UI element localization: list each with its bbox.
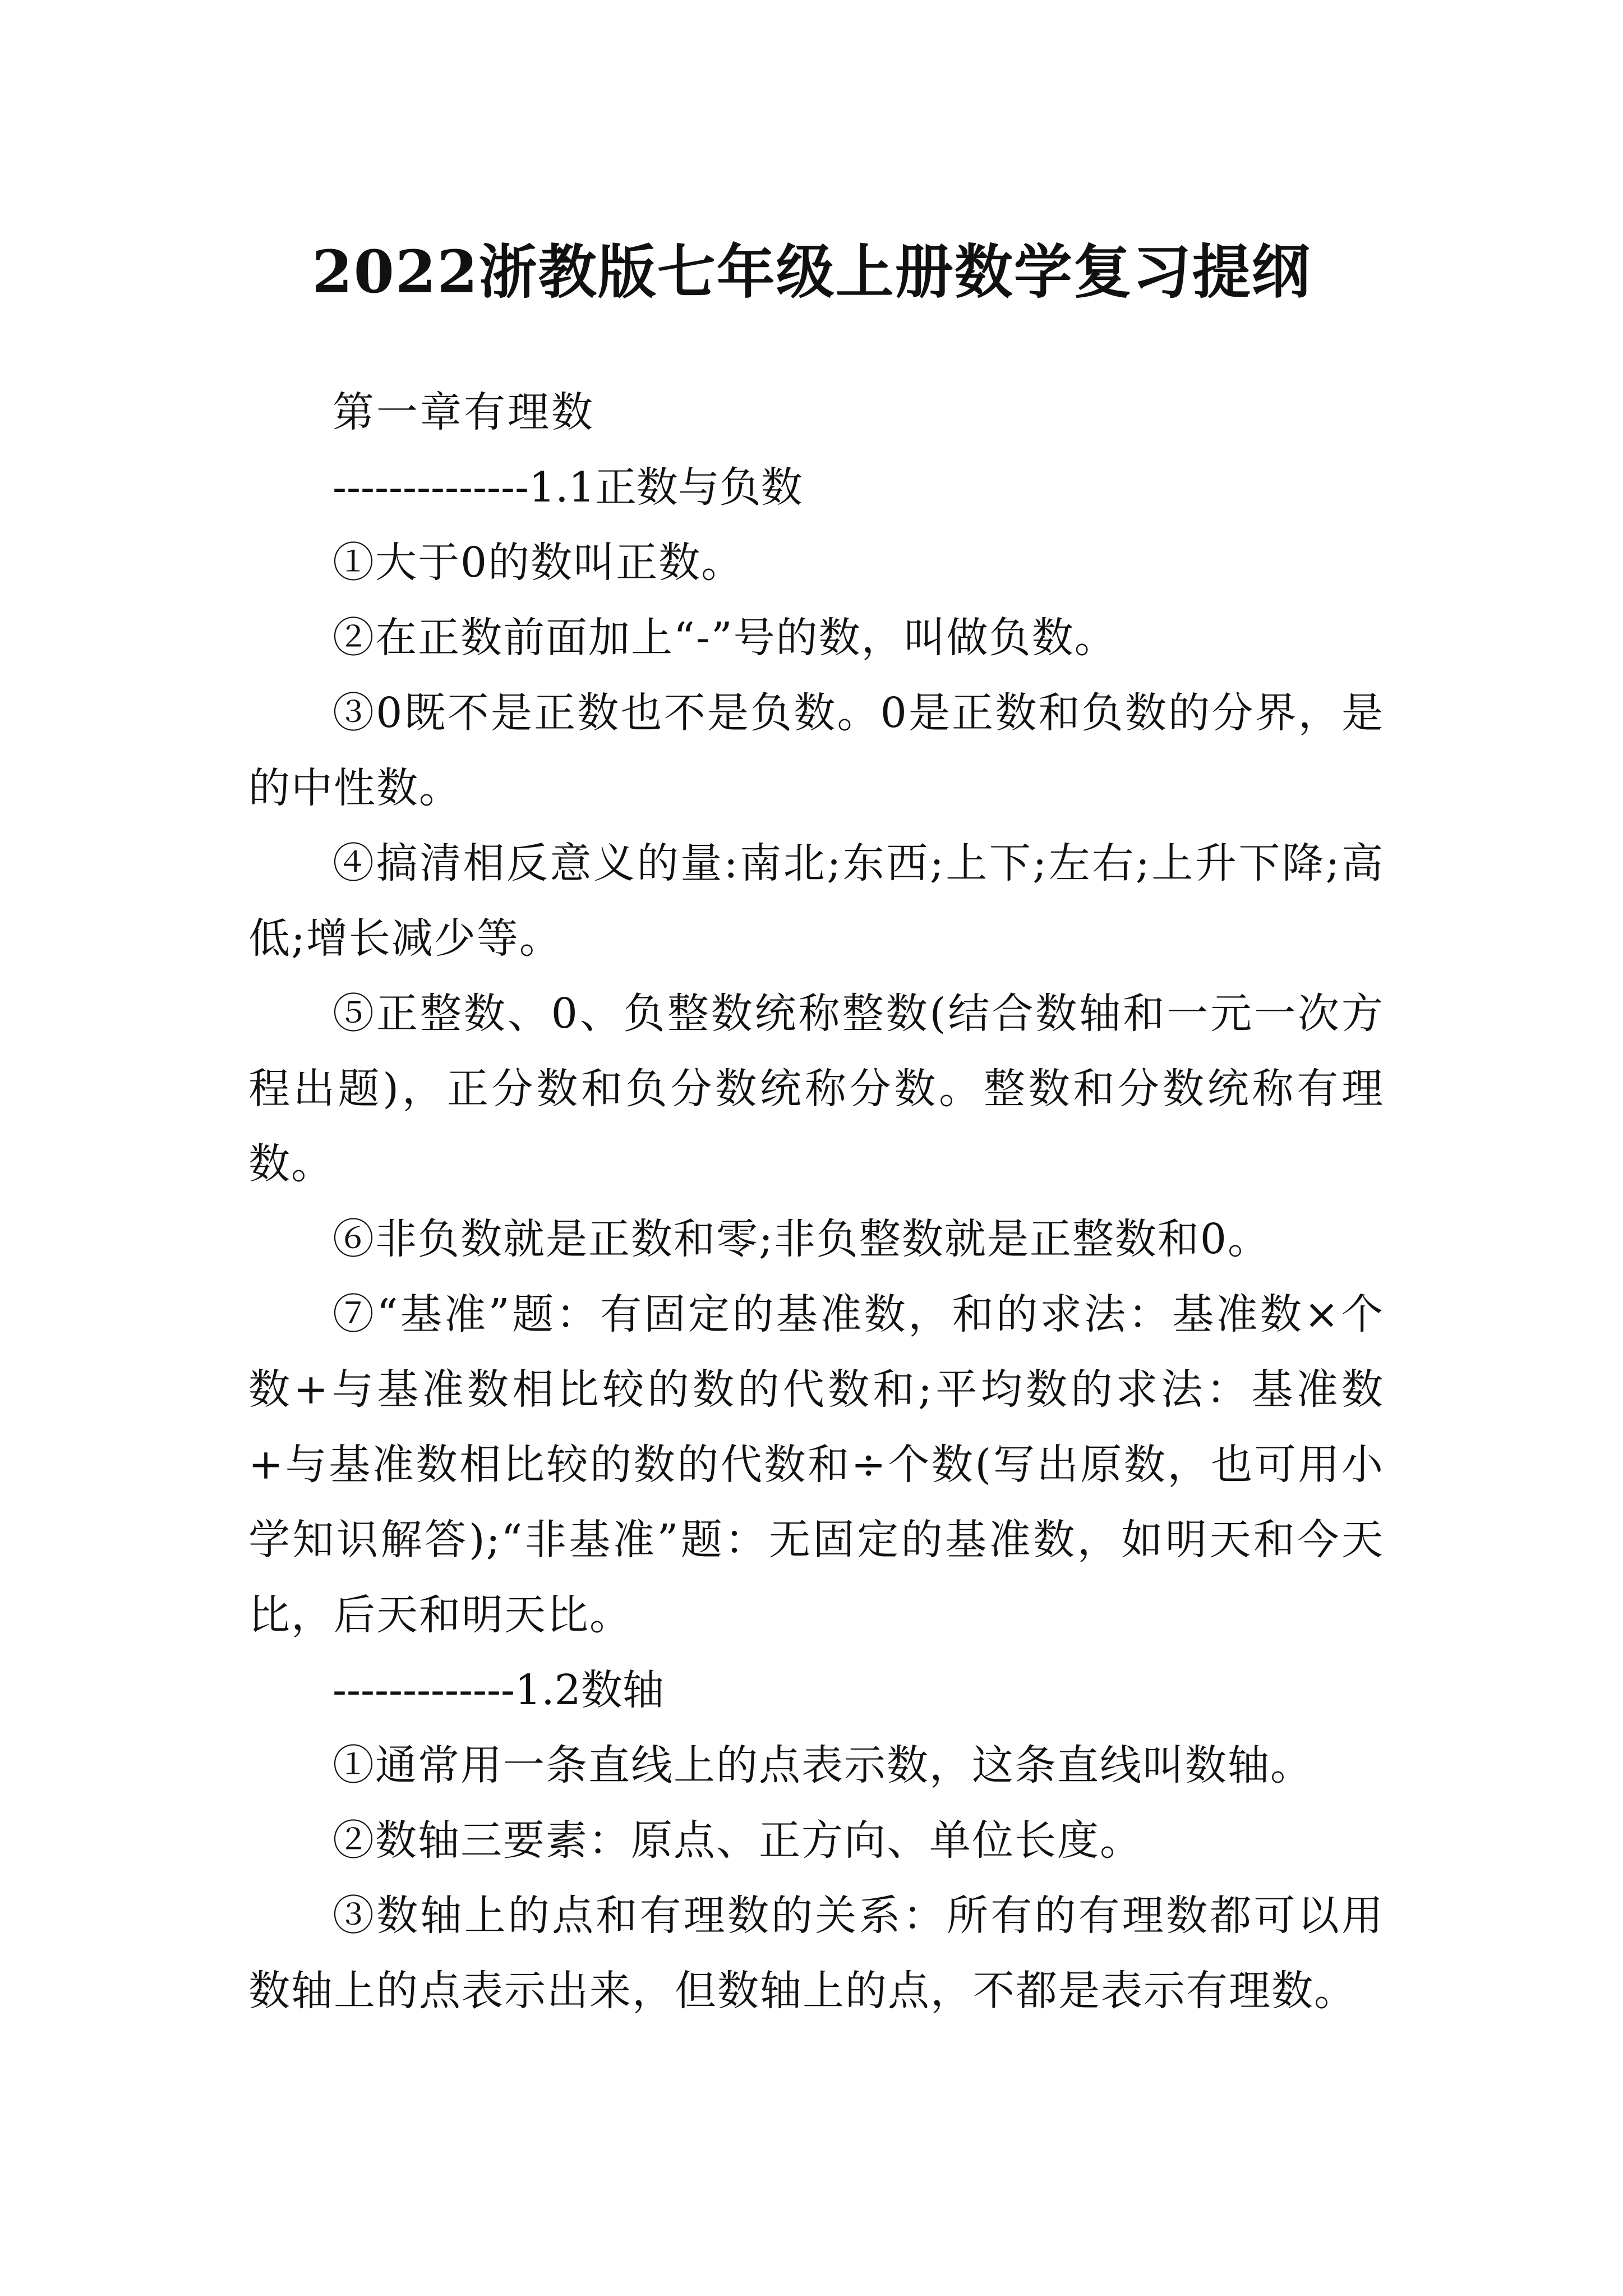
chapter-heading: 第一章有理数 bbox=[333, 388, 595, 436]
list-item: ②数轴三要素：原点、正方向、单位长度。 bbox=[333, 1816, 1142, 1865]
list-item: ⑤正整数、0、负整数统称整数(结合数轴和一元一次方程出题)，正分数和负分数统称分数。整数和分数统称有理数。 bbox=[248, 990, 1384, 1188]
document-title: 2022浙教版七年级上册数学复习提纲 bbox=[312, 237, 1311, 306]
document-body bbox=[248, 375, 1384, 2028]
list-item: ②在正数前面加上“-”号的数，叫做负数。 bbox=[333, 614, 1117, 662]
list-item: ⑦“基准”题：有固定的基准数，和的求法：基准数×个数+与基准数相比较的数的代数和;平均数的求法：基准数+与基准数相比较的数的代数和÷个数(写出原数，也可用小学知识解答);“非基准”题：无固定的基准数，如明天和今天比，后天和明天比。 bbox=[248, 1290, 1384, 1639]
list-item: ③数轴上的点和有理数的关系：所有的有理数都可以用数轴上的点表示出来，但数轴上的点，不都是表示有理数。 bbox=[248, 1892, 1384, 2015]
list-item: ④搞清相反意义的量:南北;东西;上下;左右;上升下降;高低;增长减少等。 bbox=[248, 839, 1384, 963]
list-item: ①通常用一条直线上的点表示数，这条直线叫数轴。 bbox=[333, 1741, 1313, 1789]
list-item: ③0既不是正数也不是负数。0是正数和负数的分界，是的中性数。 bbox=[248, 689, 1384, 812]
section-heading: --------------1.1正数与负数 bbox=[333, 463, 803, 512]
list-item: ①大于0的数叫正数。 bbox=[333, 539, 744, 587]
list-item: ⑥非负数就是正数和零;非负整数就是正整数和0。 bbox=[333, 1215, 1271, 1263]
section-heading: -------------1.2数轴 bbox=[333, 1666, 664, 1714]
